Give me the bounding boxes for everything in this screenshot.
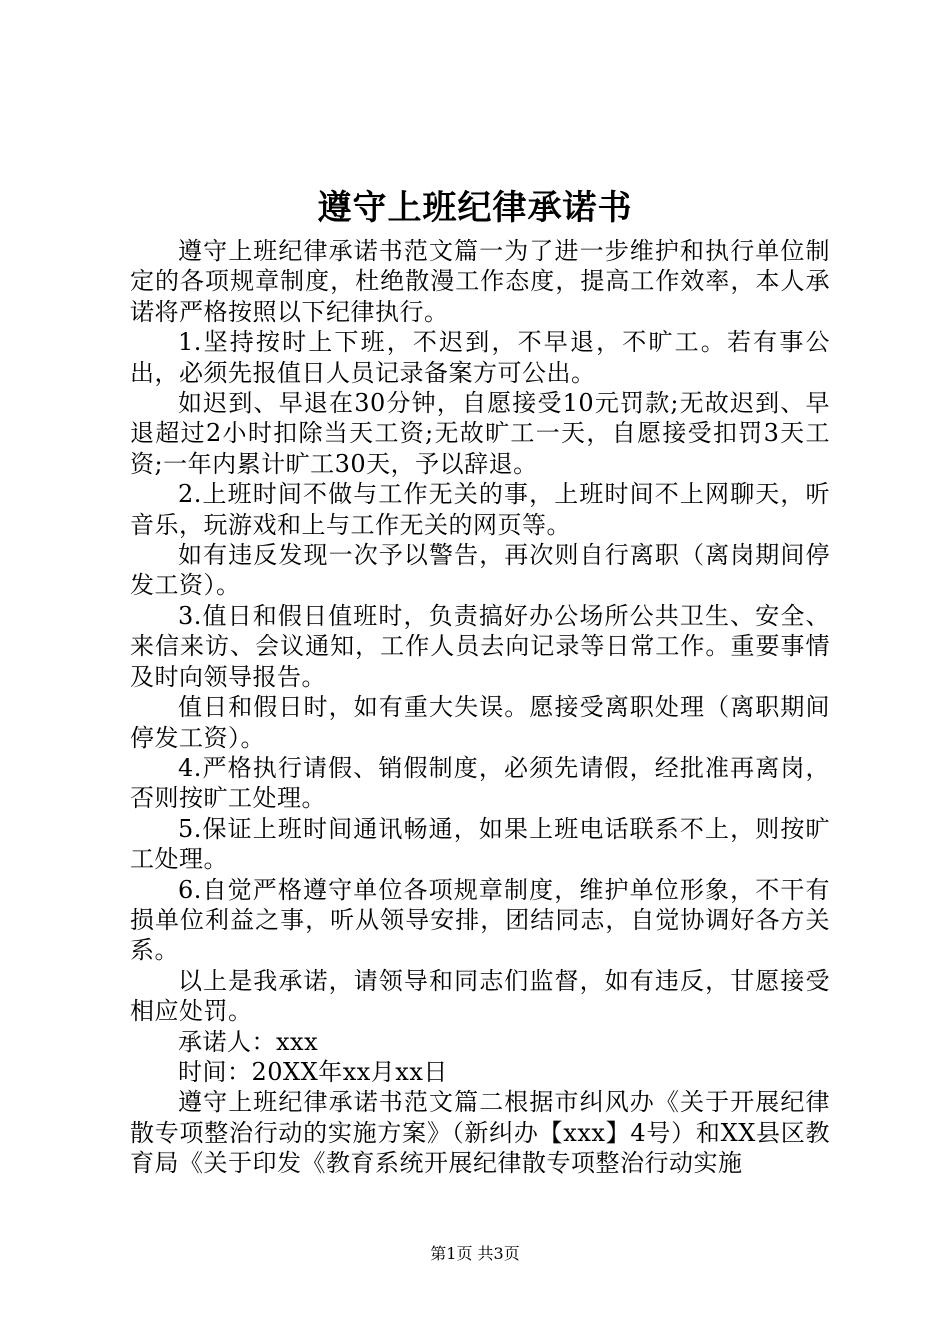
paragraph: 4.严格执行请假、销假制度，必须先请假，经批准再离岗，否则按旷工处理。 [130, 753, 830, 813]
paragraph: 1.坚持按时上下班，不迟到，不早退，不旷工。若有事公出，必须先报值日人员记录备案方可公出。 [130, 328, 830, 387]
paragraph: 5.保证上班时间通讯畅通，如果上班电话联系不上，则按旷工处理。 [130, 814, 830, 874]
paragraph: 遵守上班纪律承诺书范文篇二根据市纠风办《关于开展纪律散专项整治行动的实施方案》（新纠办【xxx】4号）和XX县区教育局《关于印发《教育系统开展纪律散专项整治行动实施 [130, 1088, 830, 1178]
paragraph: 如有违反发现一次予以警告，再次则自行离职（离岗期间停发工资）。 [130, 541, 830, 600]
paragraph: 值日和假日时，如有重大失误。愿接受离职处理（离职期间停发工资）。 [130, 693, 830, 752]
document-title: 遵守上班纪律承诺书 [317, 188, 633, 228]
paragraph: 6.自觉严格遵守单位各项规章制度，维护单位形象，不干有损单位利益之事，听从领导安排，团结同志，自觉协调好各方关系。 [130, 875, 830, 965]
paragraph: 遵守上班纪律承诺书范文篇一为了进一步维护和执行单位制定的各项规章制度，杜绝散漫工作态度，提高工作效率，本人承诺将严格按照以下纪律执行。 [130, 237, 830, 326]
paragraph: 3.值日和假日值班时，负责搞好办公场所公共卫生、安全、来信来访、会议通知，工作人员去向记录等日常工作。重要事情及时向领导报告。 [130, 601, 830, 691]
signature-line: 承诺人：xxx [178, 1027, 319, 1056]
date-line: 时间：20XX年xx月xx日 [178, 1057, 448, 1086]
page-number-footer: 第1页 共3页 [430, 1244, 520, 1263]
paragraph: 2.上班时间不做与工作无关的事，上班时间不上网聊天，听音乐，玩游戏和上与工作无关的网页等。 [130, 480, 830, 539]
document-body [130, 236, 830, 1179]
paragraph: 如迟到、早退在30分钟，自愿接受10元罚款;无故迟到、早退超过2小时扣除当天工资;无故旷工一天，自愿接受扣罚3天工资;一年内累计旷工30天，予以辞退。 [130, 389, 830, 478]
paragraph: 以上是我承诺，请领导和同志们监督，如有违反，甘愿接受相应处罚。 [130, 966, 830, 1026]
